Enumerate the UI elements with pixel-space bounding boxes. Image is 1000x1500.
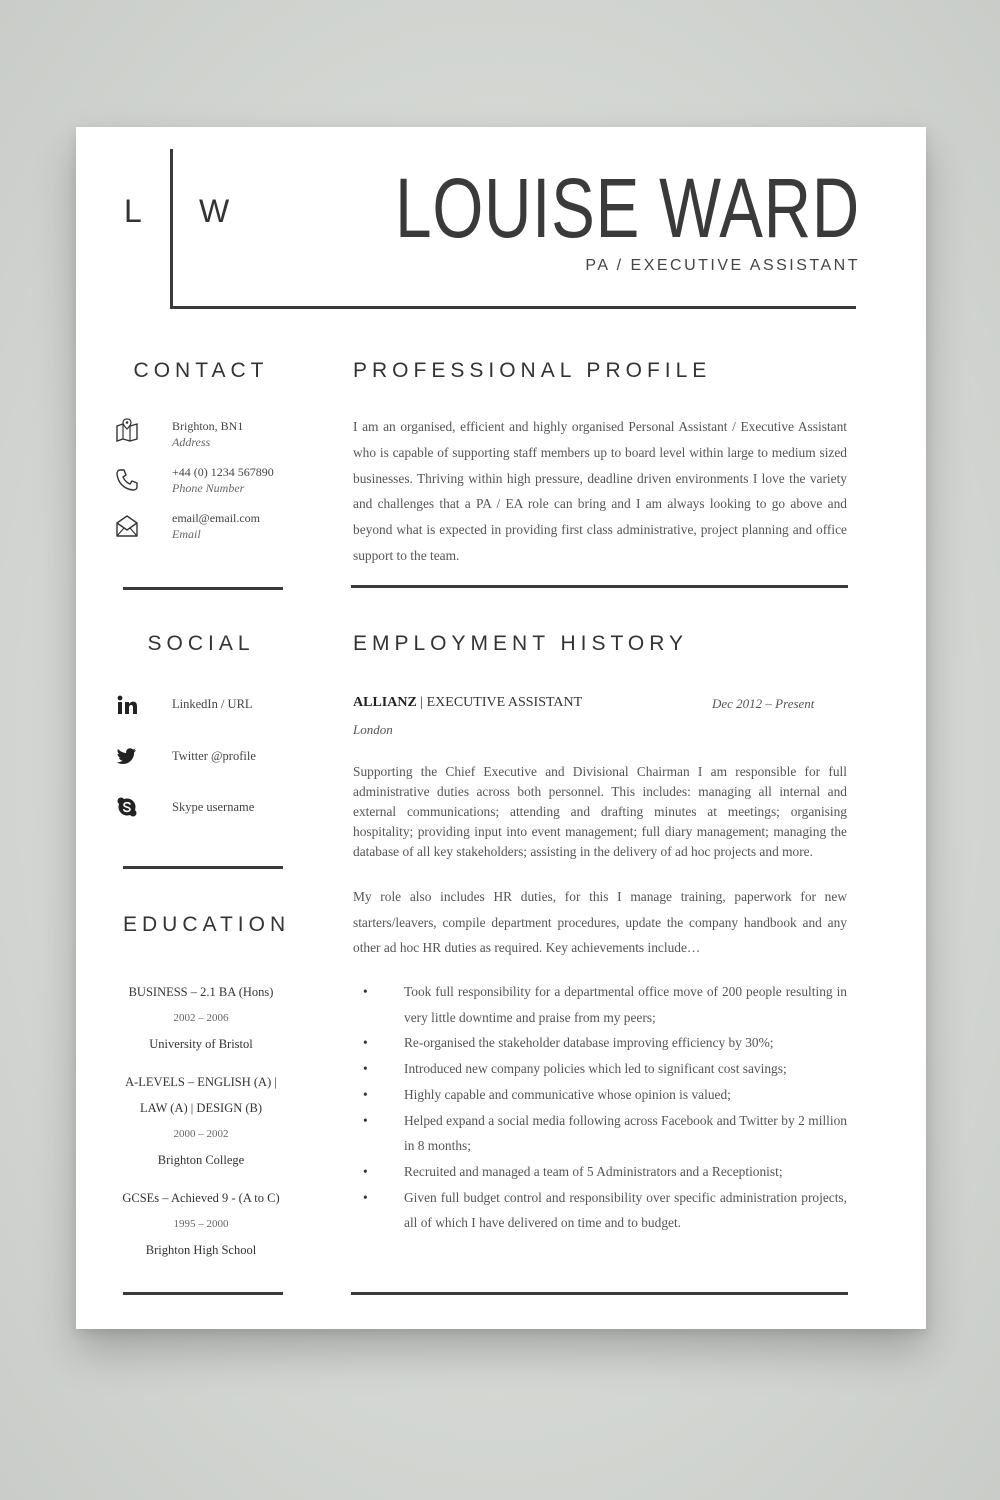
contact-phone-value: +44 (0) 1234 567890: [172, 465, 274, 479]
employment-heading: EMPLOYMENT HISTORY: [353, 632, 689, 655]
profile-heading: PROFESSIONAL PROFILE: [353, 359, 712, 382]
job-company: ALLIANZ: [353, 695, 417, 710]
contact-phone-label: Phone Number: [172, 481, 245, 495]
job-location: London: [353, 722, 393, 737]
achievement-item: • Highly capable and communicative whose opinion is valued;: [353, 1082, 847, 1108]
education-school: Brighton College: [157, 1153, 245, 1167]
contact-email-label: Email: [172, 527, 201, 541]
education-heading: EDUCATION: [123, 913, 291, 936]
achievement-item: • Given full budget control and responsibility over specific administration projects, all of which I have delivered on time and to budget.: [353, 1185, 847, 1236]
education-school: University of Bristol: [149, 1037, 253, 1051]
social-twitter-text: Twitter @profile: [172, 749, 256, 763]
social-heading: SOCIAL: [147, 632, 255, 655]
map-icon: [114, 417, 140, 443]
education-degree-cont: LAW (A) | DESIGN (B): [139, 1101, 263, 1115]
education-degree: BUSINESS – 2.1 BA (Hons): [128, 985, 274, 999]
monogram-last-letter: W: [199, 193, 230, 229]
employment-divider: [351, 1292, 848, 1295]
education-degree: A-LEVELS – ENGLISH (A) |: [125, 1075, 277, 1089]
social-linkedin-text: LinkedIn / URL: [172, 697, 253, 711]
candidate-title: PA / EXECUTIVE ASSISTANT: [585, 257, 860, 274]
achievement-item: • Recruited and managed a team of 5 Administrators and a Receptionist;: [353, 1159, 847, 1185]
social-skype-text: Skype username: [172, 800, 255, 814]
envelope-icon: [114, 513, 140, 539]
contact-heading: CONTACT: [133, 359, 269, 382]
contact-address-label: Address: [172, 435, 211, 449]
job-dates: Dec 2012 – Present: [712, 696, 815, 711]
education-years: 2002 – 2006: [173, 1012, 229, 1024]
social-divider: [123, 866, 283, 869]
job-hr-duties: My role also includes HR duties, for this I manage training, paperwork for new starters/leavers, compile department procedures, update the company handbook and any other ad hoc HR duties as required. Key achievements include…: [353, 889, 847, 956]
job-description: Supporting the Chief Executive and Divisional Chairman I am responsible for full administrative duties across both personnel. This includes: managing all internal and external communications; attending and drafting minutes at meetings; organising hospitality; providing input into event management; full diary management; managing the database of all key stakeholders; assisting in the delivery of ad hoc projects and more.: [353, 764, 847, 859]
education-degree: GCSEs – Achieved 9 - (A to C): [122, 1191, 280, 1205]
job-role: | EXECUTIVE ASSISTANT: [416, 695, 583, 710]
resume-page: [76, 127, 926, 1329]
education-years: 2000 – 2002: [173, 1128, 229, 1140]
achievements-list: [353, 979, 847, 1236]
contact-divider: [123, 587, 283, 590]
achievement-item: • Re-organised the stakeholder database improving efficiency by 30%;: [353, 1030, 847, 1056]
achievement-item: • Introduced new company policies which led to significant cost savings;: [353, 1056, 847, 1082]
candidate-name: LOUISE WARD: [395, 161, 860, 255]
monogram-first-letter: L: [124, 193, 142, 229]
education-entry: [106, 1069, 296, 1173]
contact-email-value: email@email.com: [172, 511, 261, 525]
contact-address-value: Brighton, BN1: [172, 419, 244, 433]
achievement-item: • Helped expand a social media following across Facebook and Twitter by 2 million in 8 months;: [353, 1108, 847, 1159]
education-divider: [123, 1292, 283, 1295]
job-title: [353, 695, 582, 711]
skype-icon: [116, 796, 138, 818]
education-school: Brighton High School: [145, 1243, 257, 1257]
twitter-icon: [116, 745, 138, 767]
header-horizontal-rule: [170, 306, 856, 309]
profile-text: I am an organised, efficient and highly organised Personal Assistant / Executive Assistant who is capable of supporting staff members up to board level within large to medium sized businesses. Thriving within high pressure, deadline driven environments I love the variety and challenges that a PA / EA role can bring and I am always looking to go above and beyond what is expected in providing first class administrative, project planning and office support to the team.: [353, 419, 847, 563]
linkedin-icon: [116, 694, 138, 716]
phone-icon: [114, 467, 140, 493]
education-entry: [106, 1185, 296, 1263]
education-entry: [106, 979, 296, 1057]
education-years: 1995 – 2000: [173, 1218, 229, 1230]
monogram-vertical-rule: [170, 149, 173, 309]
profile-divider: [351, 585, 848, 588]
achievement-item: • Took full responsibility for a departmental office move of 200 people resulting in very little downtime and praise from my peers;: [353, 979, 847, 1030]
